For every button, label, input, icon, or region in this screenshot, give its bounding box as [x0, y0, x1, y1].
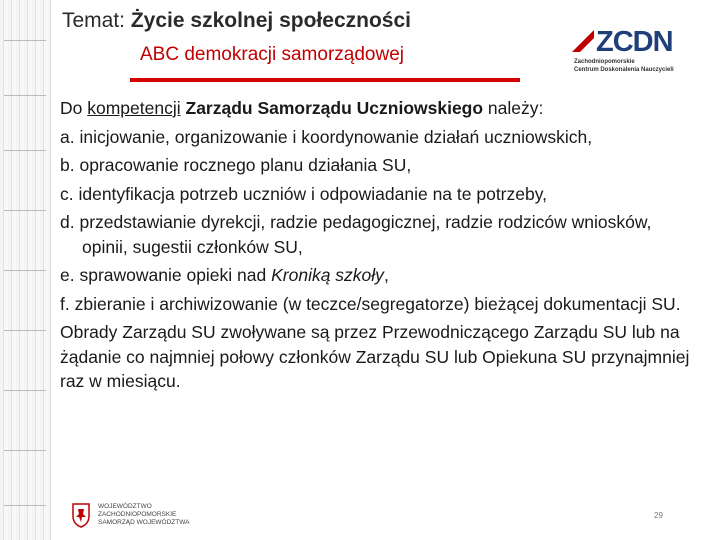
intro-prefix: Do [60, 98, 88, 118]
logo-text: ZCDN [596, 26, 673, 58]
logo-caption-line-2: Centrum Doskonalenia Nauczycieli [574, 67, 674, 73]
list-item-c: c. identyfikacja potrzeb uczniów i odpowiadanie na te potrzeby, [60, 183, 548, 204]
slide-header [62, 6, 532, 36]
page-number: 29 [654, 511, 663, 520]
regional-government-text [98, 503, 208, 527]
slide-subtitle: ABC demokracji samorządowej [140, 44, 404, 65]
zcdn-logo [572, 26, 684, 76]
list-item-f: f. zbieranie i archiwizowanie (w teczce/segregatorze) bieżącej dokumentacji SU. [60, 293, 681, 314]
title-divider [130, 78, 520, 82]
intro-underlined: kompetencji [87, 98, 181, 118]
list-item-e-text: e. sprawowanie opieki nad [60, 265, 272, 285]
closing-paragraph: Obrady Zarządu SU zwoływane są przez Przewodniczącego Zarządu SU lub na żądanie co najmniej połowy członków Zarządu SU lub Opiekuna SU przynajmniej raz w miesiącu. [60, 322, 690, 391]
logo-caption-line-1: Zachodniopomorskie [574, 59, 635, 65]
griffin-crest-icon [70, 502, 92, 528]
footer-org-line-1: WOJEWÓDZTWO ZACHODNIOPOMORSKIE [98, 503, 177, 518]
logo-mark-icon [572, 30, 594, 52]
intro-suffix: należy: [483, 98, 544, 118]
list-item-d: d. przedstawianie dyrekcji, radzie pedagogicznej, radzie rodziców wniosków, opinii, sugestii członków SU, [60, 212, 652, 257]
list-item-e-italic: Kroniką szkoły [271, 265, 384, 285]
list-item-e [60, 263, 700, 288]
decorative-document-strip [0, 0, 51, 540]
list-item-e-suffix: , [383, 265, 389, 285]
topic-title: Życie szkolnej społeczności [130, 9, 411, 32]
list-item-a: a. inicjowanie, organizowanie i koordynowanie działań uczniowskich, [60, 126, 593, 147]
logo-caption [574, 58, 686, 74]
intro-paragraph [60, 96, 700, 121]
footer-org-line-2: SAMORZĄD WOJEWÓDZTWA [98, 519, 190, 526]
slide-body [60, 96, 700, 398]
topic-line [62, 6, 532, 36]
intro-bold: Zarządu Samorządu Uczniowskiego [185, 98, 484, 118]
list-item-b: b. opracowanie rocznego planu działania SU, [60, 155, 412, 175]
regional-government-logo [70, 502, 190, 532]
topic-prefix: Temat: [62, 9, 131, 32]
